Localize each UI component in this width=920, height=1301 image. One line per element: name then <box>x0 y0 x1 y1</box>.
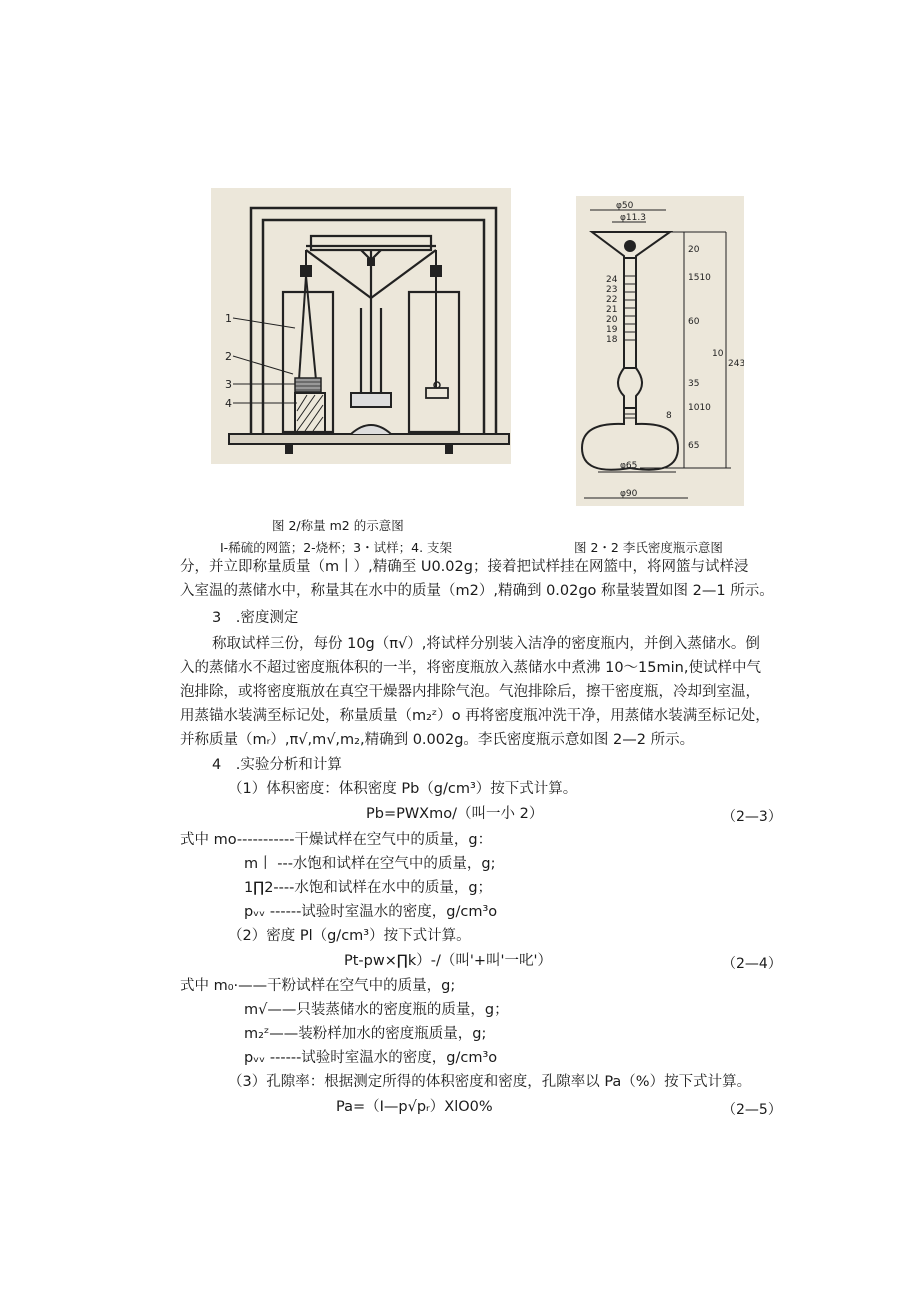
equation-2-5-number: （2—5） <box>722 1102 782 1118</box>
where-1-m2: 1∏2----水饱和试样在水中的质量，g； <box>244 880 493 896</box>
subsection-2-title: （2）密度 Pl（g∕cm³）按下式计算。 <box>228 928 471 944</box>
dim-right-243: 243 <box>728 359 744 369</box>
where-1-m1: m丨 ---水饱和试样在空气中的质量，g; <box>244 856 496 872</box>
where-2-m2: m₂ᶻ——装粉样加水的密度瓶质量，g; <box>244 1026 487 1042</box>
scale-mark-19: 19 <box>606 325 618 335</box>
fig1-label-1: 1 <box>225 312 232 325</box>
dim-bottom-inner: φ65 <box>620 461 638 471</box>
where-1-pw: pᵥᵥ ------试验时室温水的密度，g/cm³o <box>244 904 498 920</box>
dim-right-65: 65 <box>688 441 700 451</box>
paragraph-2-line-1: 称取试样三份，每份 10g（π√）,将试样分别装入洁净的密度瓶内，并倒入蒸储水。倒 <box>212 636 760 652</box>
fig1-label-4: 4 <box>225 397 232 410</box>
fig1-legend: I-稀硫的网篮；2-烧杯；3・试样；4. 支架 <box>220 540 453 555</box>
where-1-mo: 式中 mo-----------干燥试样在空气中的质量，g： <box>180 832 493 848</box>
section-4-heading: 4 .实验分析和计算 <box>212 757 342 773</box>
paragraph-2-line-5: 并称质量（mᵣ）,π√,m√,m₂,精确到 0.002g。李氏密度瓶示意如图 2—2 所示。 <box>180 732 695 748</box>
dim-right-60: 60 <box>688 317 700 327</box>
subsection-3-title: （3）孔隙率：根据测定所得的体积密度和密度，孔隙率以 Pa（%）按下式计算。 <box>228 1074 752 1090</box>
weighing-apparatus-drawing <box>211 188 511 464</box>
paragraph-2-line-2: 入的蒸储水不超过密度瓶体积的一半，将密度瓶放入蒸储水中煮沸 10～15min,使试样中气 <box>180 660 761 676</box>
subsection-1-title: （1）体积密度：体积密度 Pb（g∕cm³）按下式计算。 <box>228 781 578 797</box>
scale-mark-23: 23 <box>606 285 618 295</box>
dim-top-diameter: φ50 <box>616 201 634 211</box>
equation-2-3-number: （2—3） <box>722 809 782 825</box>
dim-right-1010: 1010 <box>688 403 711 413</box>
where-2-pw: pᵥᵥ ------试验时室温水的密度，g/cm³o <box>244 1050 498 1066</box>
density-flask-drawing <box>576 196 744 506</box>
equation-2-3: Pb=PWXmo/（叫一小 2） <box>366 806 544 822</box>
dim-right-10: 10 <box>712 349 724 359</box>
dim-right-20: 20 <box>688 245 700 255</box>
section-3-heading: 3 .密度测定 <box>212 610 299 626</box>
equation-2-5: Pa=（I—p√pᵣ）XlO0% <box>336 1099 493 1115</box>
where-2-m0: 式中 m₀·——干粉试样在空气中的质量，g; <box>180 978 456 994</box>
figure-weighing-apparatus <box>211 188 511 464</box>
dim-neck-diameter: φ11.3 <box>620 213 646 223</box>
paragraph-2-line-4: 用蒸锚水装满至标记处，称量质量（m₂ᶻ）o 再将密度瓶冲洗干净，用蒸储水装满至标记处， <box>180 708 770 724</box>
paragraph-1-line-1: 分，并立即称量质量（m丨）,精确至 U0.02g；接着把试样挂在网篮中，将网篮与试样浸 <box>180 559 749 575</box>
fig1-label-3: 3 <box>225 378 232 391</box>
scale-mark-20: 20 <box>606 315 618 325</box>
dim-bottom-outer: φ90 <box>620 489 638 499</box>
figure-density-flask <box>576 196 744 506</box>
fig1-label-2: 2 <box>225 350 232 363</box>
paragraph-1-line-2: 入室温的蒸储水中，称量其在水中的质量（m2）,精确到 0.02go 称量装置如图 2—1 所示。 <box>180 583 774 599</box>
equation-2-4-number: （2—4） <box>722 956 782 972</box>
scale-mark-22: 22 <box>606 295 618 305</box>
dim-right-1510: 1510 <box>688 273 711 283</box>
paragraph-2-line-3: 泡排除，或将密度瓶放在真空干燥器内排除气泡。气泡排除后，擦干密度瓶，冷却到室温， <box>180 684 760 700</box>
dim-right-8: 8 <box>666 411 672 421</box>
fig1-caption: 图 2/称量 m2 的示意图 <box>272 518 404 533</box>
scale-mark-24: 24 <box>606 275 618 285</box>
scale-mark-21: 21 <box>606 305 618 315</box>
dim-right-35: 35 <box>688 379 700 389</box>
fig2-caption: 图 2・2 李氏密度瓶示意图 <box>574 540 723 555</box>
scale-mark-18: 18 <box>606 335 618 345</box>
where-2-m1: m√——只装蒸储水的密度瓶的质量，g； <box>244 1002 509 1018</box>
equation-2-4: Pt-pw×∏k）-/（叫'+叫'一叱'） <box>344 953 552 969</box>
